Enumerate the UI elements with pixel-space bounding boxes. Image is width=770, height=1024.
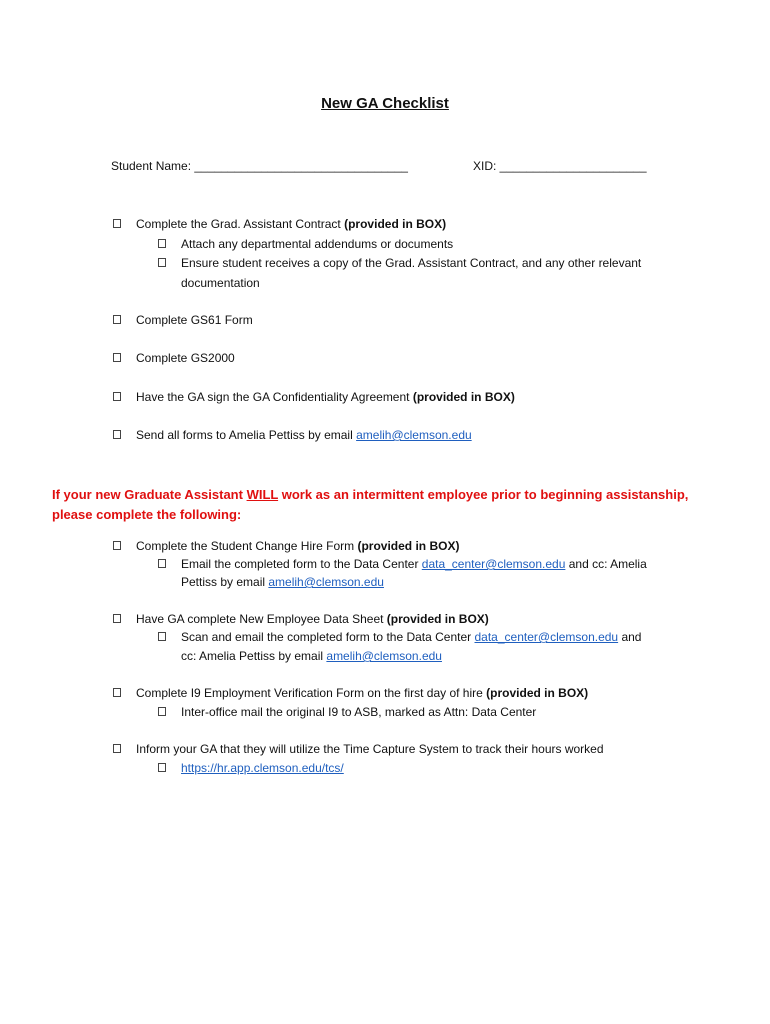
checkbox-email-data-center[interactable] — [158, 559, 166, 568]
email-link-data-center[interactable]: data_center@clemson.edu — [474, 630, 619, 644]
item-text: Complete the Grad. Assistant Contract — [136, 217, 345, 231]
checkbox-contract-copy[interactable] — [158, 258, 166, 267]
item-employee-data-sheet — [136, 611, 489, 627]
item-gs2000: Complete GS2000 — [136, 351, 235, 365]
subitem-email-data-center — [181, 556, 647, 572]
provided-in-box-note: (provided in BOX) — [412, 390, 515, 404]
item-i9-form — [136, 685, 588, 701]
student-name-field: Student Name: ________________________________ — [111, 159, 408, 173]
checkbox-time-capture[interactable] — [113, 744, 121, 753]
item-text: and — [618, 630, 642, 644]
item-text: Complete I9 Employment Verification Form on the first day of hire — [136, 686, 487, 700]
subitem-addendums: Attach any departmental addendums or documents — [181, 237, 454, 251]
item-text: cc: Amelia Pettiss by email — [181, 649, 327, 663]
warning-text: If your new Graduate Assistant — [52, 487, 247, 502]
item-text: Complete the Student Change Hire Form — [136, 539, 358, 553]
email-link-amelih[interactable]: amelih@clemson.edu — [268, 575, 384, 589]
provided-in-box-note: (provided in BOX) — [357, 539, 460, 553]
item-time-capture: Inform your GA that they will utilize the Time Capture System to track their hours worked — [136, 742, 604, 756]
provided-in-box-note: (provided in BOX) — [344, 217, 447, 231]
subitem-contract-copy: Ensure student receives a copy of the Grad. Assistant Contract, and any other relevant — [181, 256, 642, 270]
checkbox-confidentiality[interactable] — [113, 392, 121, 401]
subitem-scan-email — [181, 629, 641, 645]
checkbox-tcs-link[interactable] — [158, 763, 166, 772]
checkbox-grad-contract[interactable] — [113, 219, 121, 228]
checkbox-i9-form[interactable] — [113, 688, 121, 697]
checkbox-change-hire[interactable] — [113, 541, 121, 550]
page-title: New GA Checklist — [321, 95, 449, 112]
subitem-tcs-link — [181, 760, 344, 776]
subitem-contract-copy-cont: documentation — [181, 276, 260, 290]
checkbox-employee-data-sheet[interactable] — [113, 614, 121, 623]
email-link-amelih[interactable]: amelih@clemson.edu — [326, 649, 442, 663]
provided-in-box-note: (provided in BOX) — [486, 686, 589, 700]
item-text: and cc: Amelia — [565, 557, 647, 571]
checkbox-gs61[interactable] — [113, 315, 121, 324]
intermittent-warning-line2: please complete the following: — [52, 507, 242, 522]
checkbox-scan-email[interactable] — [158, 632, 166, 641]
checkbox-send-forms[interactable] — [113, 430, 121, 439]
item-text: Email the completed form to the Data Center — [181, 557, 422, 571]
item-confidentiality — [136, 389, 515, 405]
item-text: Scan and email the completed form to the Data Center — [181, 630, 475, 644]
item-text: Pettiss by email — [181, 575, 269, 589]
checkbox-addendums[interactable] — [158, 239, 166, 248]
item-gs61: Complete GS61 Form — [136, 313, 253, 327]
tcs-url-link[interactable]: https://hr.app.clemson.edu/tcs/ — [181, 761, 344, 775]
xid-field: XID: ______________________ — [473, 159, 647, 173]
item-text: Have GA complete New Employee Data Sheet — [136, 612, 387, 626]
item-text: Have the GA sign the GA Confidentiality Agreement — [136, 390, 413, 404]
email-link-amelih[interactable]: amelih@clemson.edu — [356, 428, 472, 442]
intermittent-warning-line1 — [52, 486, 688, 504]
warning-will: WILL — [246, 487, 279, 502]
warning-text: work as an intermittent employee prior to beginning assistanship, — [278, 487, 689, 502]
item-text: Send all forms to Amelia Pettiss by email — [136, 428, 357, 442]
provided-in-box-note: (provided in BOX) — [386, 612, 489, 626]
email-link-data-center[interactable]: data_center@clemson.edu — [421, 557, 566, 571]
subitem-inter-office-mail: Inter-office mail the original I9 to ASB, marked as Attn: Data Center — [181, 705, 537, 719]
subitem-scan-email-cont — [181, 648, 442, 664]
checkbox-gs2000[interactable] — [113, 353, 121, 362]
item-send-forms — [136, 427, 472, 443]
item-grad-contract — [136, 216, 446, 232]
item-change-hire — [136, 538, 459, 554]
checkbox-inter-office-mail[interactable] — [158, 707, 166, 716]
subitem-email-data-center-cont — [181, 574, 384, 590]
